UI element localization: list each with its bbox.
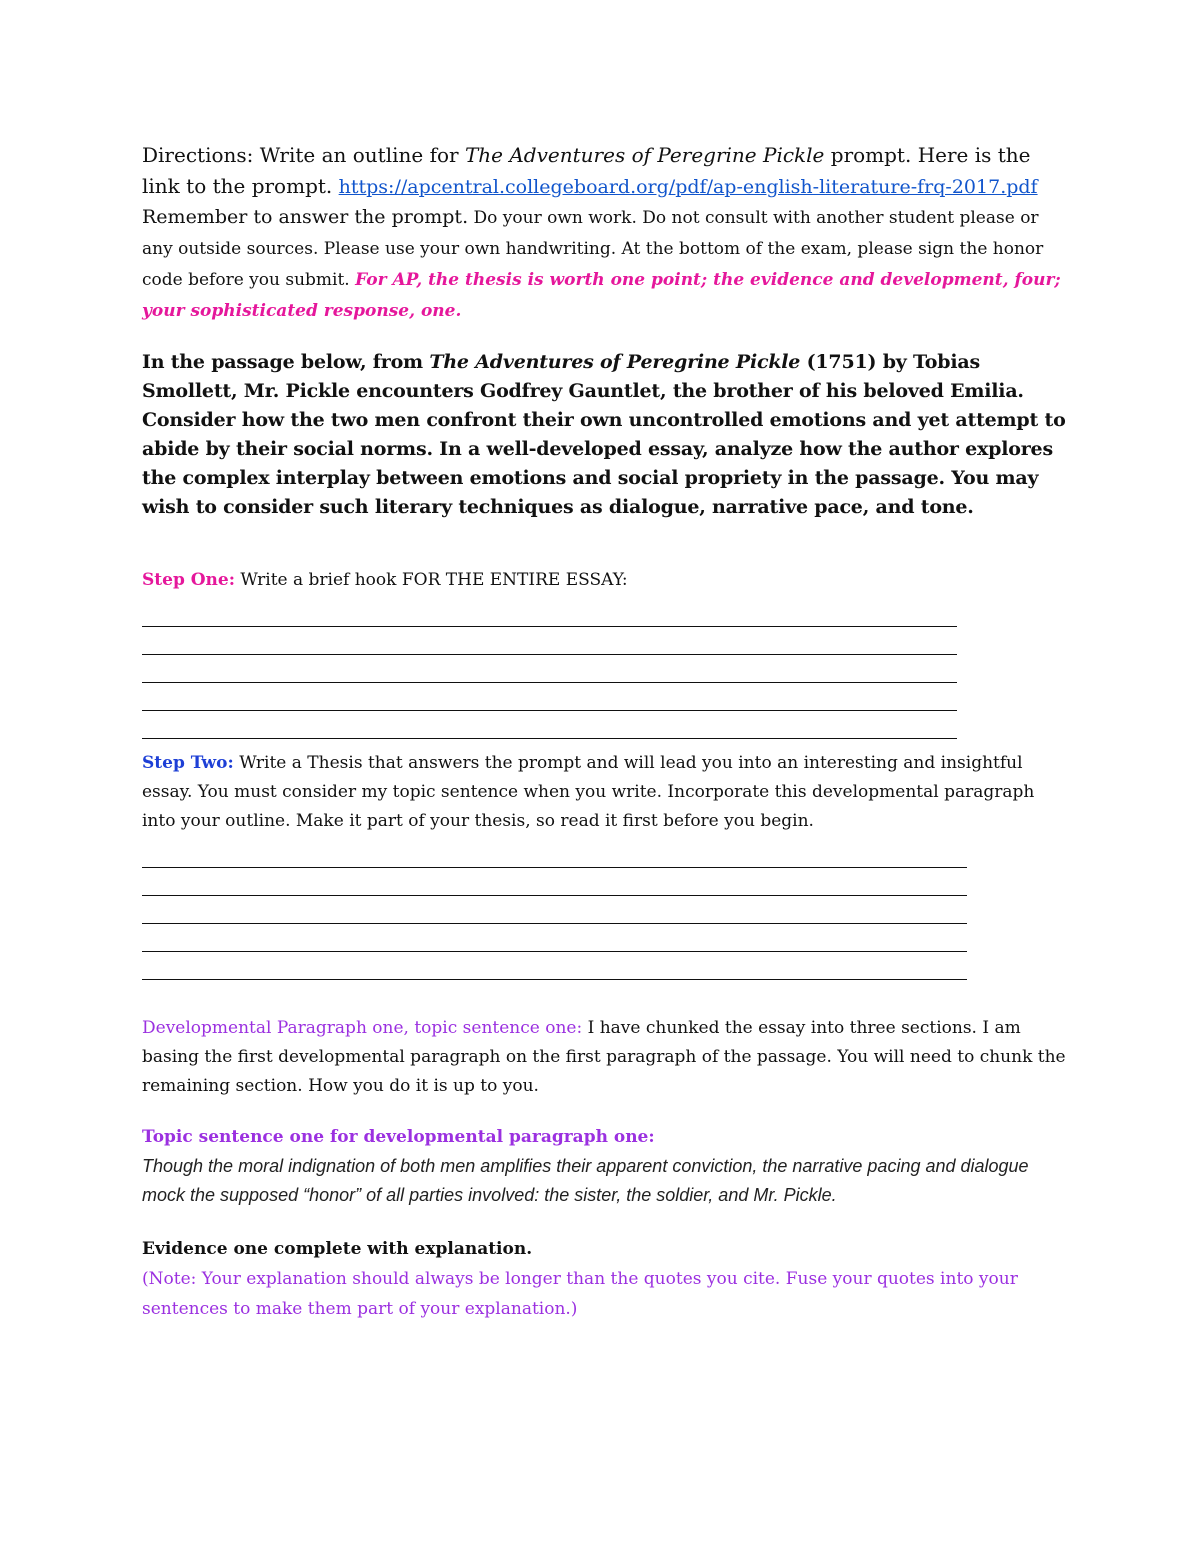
prompt-title: The Adventures of Peregrine Pickle: [429, 351, 801, 373]
topic-sentence-heading: Topic sentence one for developmental paragraph one:: [142, 1127, 655, 1147]
step-two-label: Step Two:: [142, 753, 234, 773]
answer-line[interactable]: [142, 627, 957, 655]
answer-line[interactable]: [142, 868, 967, 896]
prompt-text: In the passage below, from: [142, 351, 430, 373]
directions-text-2: prompt. Here is the link to the prompt.: [142, 143, 1031, 198]
evidence-note: (Note: Your explanation should always be longer than the quotes you cite. Fuse your quotes into your sentences to make them part of your explanation.): [142, 1269, 1018, 1319]
topic-sentence: Though the moral indignation of both men amplifies their apparent conviction, the narrative pacing and dialogue mock the supposed “honor” of all parties involved: the sister, the soldier, and Mr. Pickle.: [142, 1156, 1029, 1205]
answer-line[interactable]: [142, 924, 967, 952]
developmental-label: Developmental Paragraph one, topic sentence one:: [142, 1018, 583, 1038]
developmental-text: I have chunked the essay into three sections. I am basing the first developmental paragraph on the first paragraph of the passage. You will need to chunk the remaining section. How you do it is up to you.: [142, 1018, 1066, 1096]
remember-text: Remember to answer the prompt.: [142, 206, 469, 228]
evidence-heading: Evidence one complete with explanation.: [142, 1239, 533, 1259]
directions-rest: Do your own work. Do not consult with another student please or any outside sources. Please use your own handwriting. At the bottom of the exam, please sign the honor code before you submit.: [142, 208, 1044, 290]
step-one-text: Write a brief hook FOR THE ENTIRE ESSAY:: [235, 570, 628, 590]
answer-line[interactable]: [142, 952, 967, 980]
directions-label: Directions:: [142, 143, 254, 167]
answer-line[interactable]: [142, 599, 957, 627]
answer-line[interactable]: [142, 840, 967, 868]
answer-line[interactable]: [142, 683, 957, 711]
prompt-text-2: (1751) by Tobias Smollett, Mr. Pickle encounters Godfrey Gauntlet, the brother of his beloved Emilia. Consider how the two men confront their own uncontrolled emotions and yet attempt to abide by their social norms. In a well-developed essay, analyze how the author explores the complex interplay between emotions and social propriety in the passage. You may wish to consider such literary techniques as dialogue, narrative pace, and tone.: [142, 351, 1066, 518]
hook-answer-lines[interactable]: [142, 599, 1072, 739]
directions-title: The Adventures of Peregrine Pickle: [464, 143, 825, 167]
developmental-paragraph-instructions: [142, 1014, 1072, 1101]
thesis-answer-lines[interactable]: [142, 840, 1072, 980]
step-one: [142, 566, 1072, 595]
step-two: [142, 749, 1072, 836]
step-two-text: Write a Thesis that answers the prompt and will lead you into an interesting and insightful essay. You must consider my topic sentence when you write. Incorporate this developmental paragraph into your outline. Make it part of your thesis, so read it first before you begin.: [142, 753, 1035, 831]
essay-prompt: [142, 348, 1072, 522]
directions-paragraph: [142, 140, 1072, 326]
worksheet-page: [142, 140, 1072, 1324]
scoring-note: For AP, the thesis is worth one point; the evidence and development, four; your sophisticated response, one.: [142, 270, 1061, 321]
answer-line[interactable]: [142, 711, 957, 739]
prompt-link[interactable]: https://apcentral.collegeboard.org/pdf/ap-english-literature-frq-2017.pdf: [338, 176, 1038, 198]
answer-line[interactable]: [142, 655, 957, 683]
answer-line[interactable]: [142, 896, 967, 924]
step-one-label: Step One:: [142, 570, 236, 590]
directions-text: Write an outline for: [253, 143, 465, 167]
